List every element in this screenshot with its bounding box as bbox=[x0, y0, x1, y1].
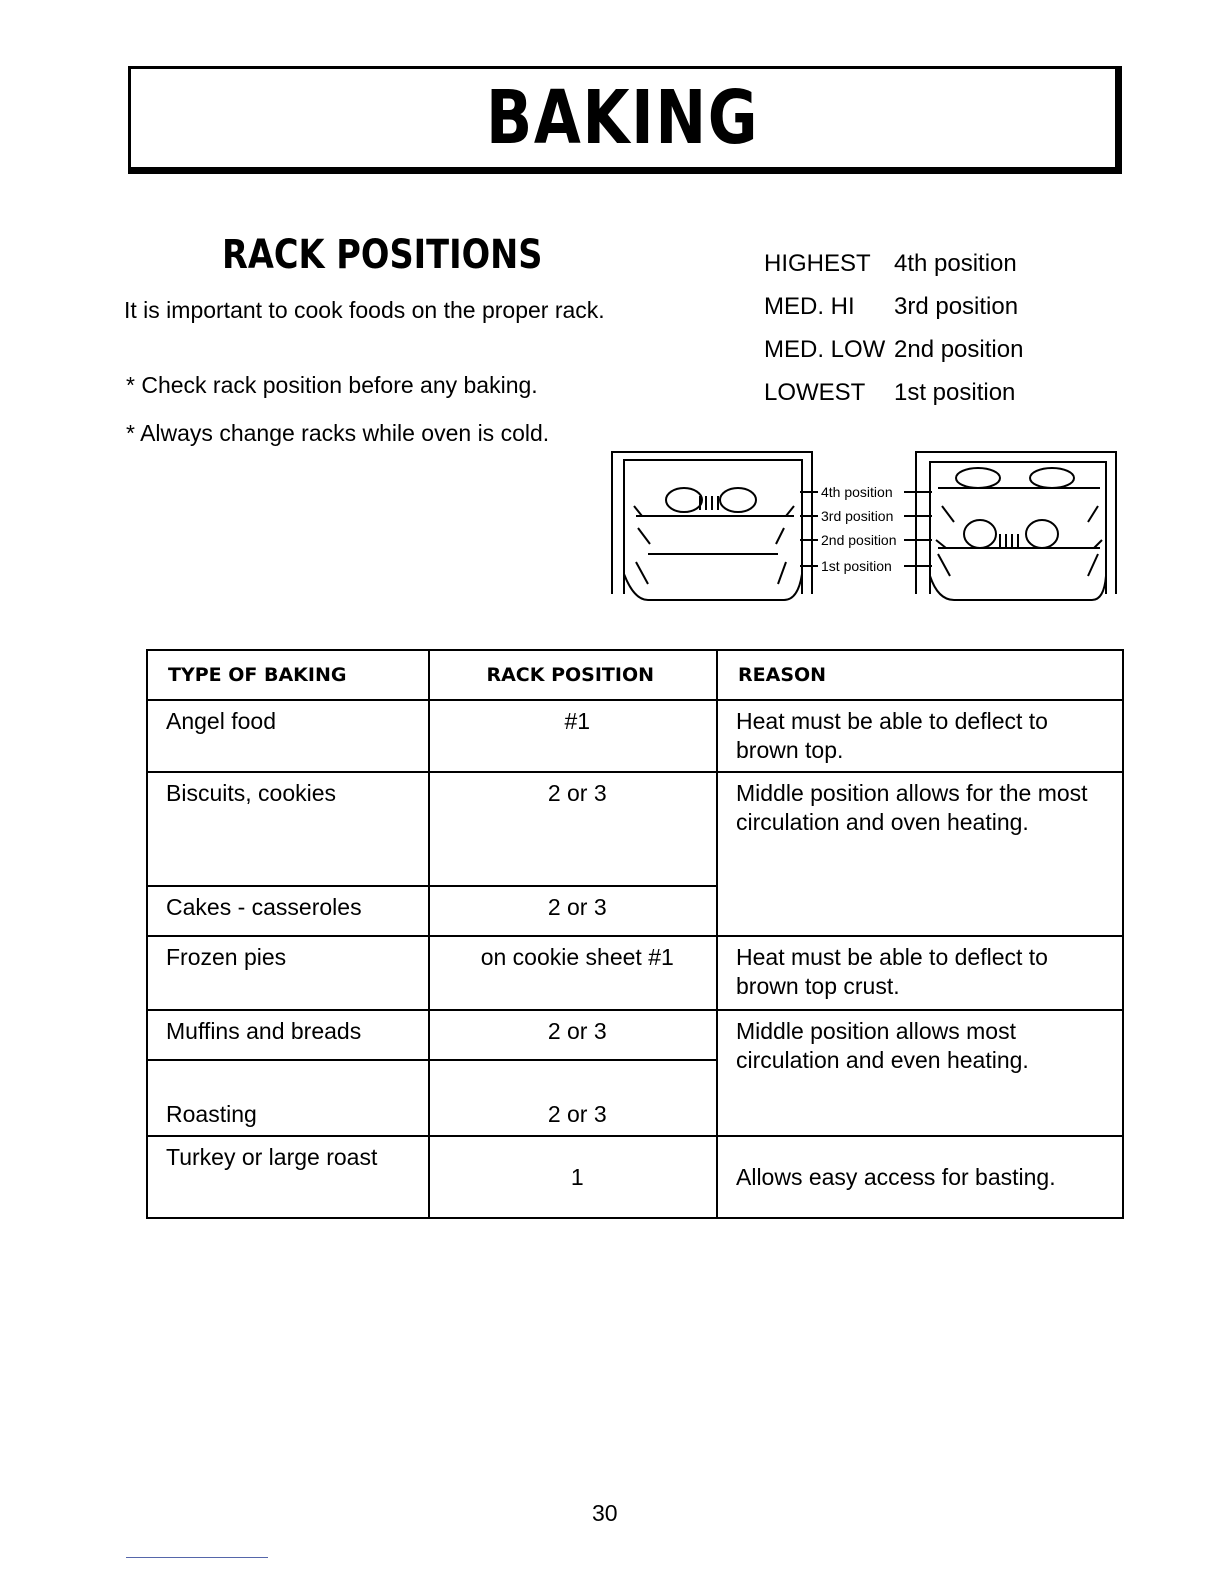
type-cell: Frozen pies bbox=[147, 936, 429, 1010]
footer-rule bbox=[126, 1557, 268, 1558]
header-reason: REASON bbox=[717, 650, 1123, 700]
right-oven-illustration bbox=[916, 452, 1116, 600]
page-header-banner bbox=[128, 66, 1122, 174]
rack-cell: 2 or 3 bbox=[429, 1060, 717, 1136]
rack-cell: 1 bbox=[429, 1136, 717, 1218]
rack-level-row bbox=[764, 336, 1023, 379]
reason-cell: Heat must be able to deflect to brown top crust. bbox=[717, 936, 1123, 1010]
level-name: HIGHEST bbox=[764, 250, 871, 277]
diagram-label-1st: 1st position bbox=[821, 558, 892, 574]
type-cell: Cakes - casseroles bbox=[147, 886, 429, 936]
table-row bbox=[147, 772, 1123, 886]
oven-rack-diagram bbox=[608, 444, 1120, 604]
table-row bbox=[147, 1010, 1123, 1060]
diagram-label-2nd: 2nd position bbox=[821, 532, 897, 548]
rack-level-row bbox=[764, 293, 1023, 336]
rack-cell: 2 or 3 bbox=[429, 886, 717, 936]
type-cell: Muffins and breads bbox=[147, 1010, 429, 1060]
type-cell: Roasting bbox=[147, 1060, 429, 1136]
diagram-label-4th: 4th position bbox=[821, 484, 893, 500]
diagram-label-3rd: 3rd position bbox=[821, 508, 894, 524]
baking-rack-table bbox=[146, 649, 1124, 1219]
rack-positions-heading: RACK POSITIONS bbox=[222, 232, 543, 278]
type-cell: Angel food bbox=[147, 700, 429, 772]
level-name: MED. HI bbox=[764, 293, 855, 320]
level-name: LOWEST bbox=[764, 379, 866, 406]
table-row bbox=[147, 936, 1123, 1010]
rack-level-row bbox=[764, 250, 1023, 293]
reason-cell: Allows easy access for basting. bbox=[717, 1136, 1123, 1218]
table-row bbox=[147, 1136, 1123, 1218]
header-type: TYPE OF BAKING bbox=[147, 650, 429, 700]
page-title: BAKING bbox=[486, 75, 760, 161]
bullet-check-rack: * Check rack position before any baking. bbox=[126, 372, 538, 398]
reason-cell: Middle position allows most circulation and even heating. bbox=[717, 1010, 1123, 1136]
intro-text: It is important to cook foods on the proper rack. bbox=[124, 297, 605, 323]
page-number: 30 bbox=[592, 1500, 618, 1526]
header-rack: RACK POSITION bbox=[429, 650, 717, 700]
reason-cell: Middle position allows for the most circulation and oven heating. bbox=[717, 772, 1123, 936]
level-position: 1st position bbox=[894, 379, 1016, 406]
type-cell: Turkey or large roast bbox=[147, 1136, 429, 1218]
reason-cell: Heat must be able to deflect to brown top. bbox=[717, 700, 1123, 772]
rack-cell: #1 bbox=[429, 700, 717, 772]
type-cell: Biscuits, cookies bbox=[147, 772, 429, 886]
level-name: MED. LOW bbox=[764, 336, 886, 363]
bullet-change-racks: * Always change racks while oven is cold. bbox=[126, 420, 550, 446]
level-position: 3rd position bbox=[894, 293, 1019, 320]
rack-cell: 2 or 3 bbox=[429, 1010, 717, 1060]
rack-level-list bbox=[764, 250, 1023, 422]
level-position: 2nd position bbox=[894, 336, 1024, 363]
rack-level-row bbox=[764, 379, 1023, 422]
table-row bbox=[147, 700, 1123, 772]
table-header-row bbox=[147, 650, 1123, 700]
left-oven-illustration bbox=[612, 452, 812, 600]
rack-cell: 2 or 3 bbox=[429, 772, 717, 886]
rack-cell: on cookie sheet #1 bbox=[429, 936, 717, 1010]
level-position: 4th position bbox=[894, 250, 1017, 277]
